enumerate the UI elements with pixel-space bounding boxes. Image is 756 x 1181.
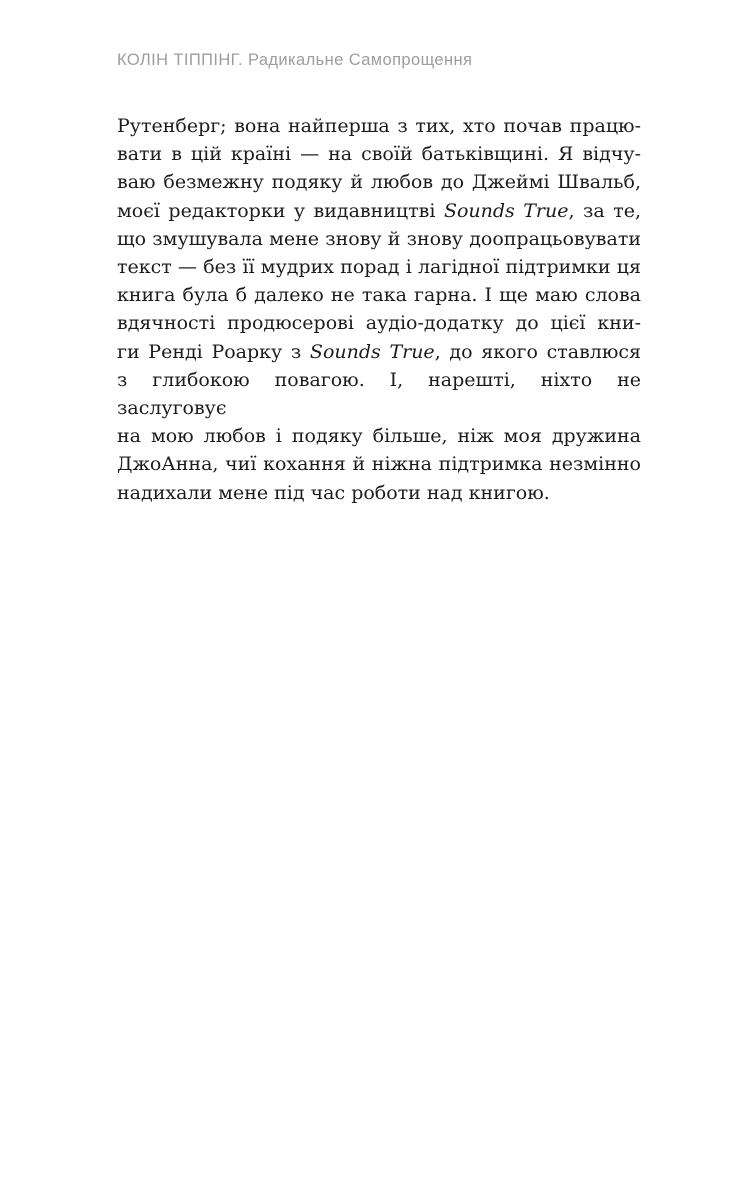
text-line xyxy=(117,197,641,225)
text-segment: книга була б далеко не така гарна. І ще маю слова xyxy=(117,284,641,307)
text-line xyxy=(117,281,641,309)
text-segment: на мою любов і подяку більше, ніж моя дружина xyxy=(117,425,641,448)
text-segment: , до якого ставлюся xyxy=(434,340,642,363)
text-line xyxy=(117,112,641,140)
text-line xyxy=(117,253,641,281)
text-segment: моєї редакторки у видавництві xyxy=(117,199,444,222)
paragraph xyxy=(117,112,641,507)
text-line xyxy=(117,366,641,422)
text-line xyxy=(117,309,641,337)
text-segment: ги Ренді Роарку з xyxy=(117,340,310,363)
text-segment: надихали мене під час роботи над книгою. xyxy=(117,481,550,504)
text-line xyxy=(117,168,641,196)
italic-text-segment: Sounds True xyxy=(443,199,569,222)
text-segment: вати в цій країні — на своїй батьківщині. Я відчу- xyxy=(117,143,641,166)
running-header: КОЛІН ТІППІНГ. Радикальне Самопрощення xyxy=(117,51,473,69)
text-line xyxy=(117,422,641,450)
text-segment: вдячності продюсерові аудіо-додатку до цієї кни- xyxy=(117,312,641,335)
italic-text-segment: Sounds True xyxy=(309,340,435,363)
text-segment: текст — без її мудрих порад і лагідної підтримки ця xyxy=(117,256,641,279)
text-line xyxy=(117,479,641,507)
text-segment: що змушувала мене знову й знову доопрацьовувати xyxy=(117,227,641,250)
text-segment: Рутенберг; вона найперша з тих, хто почав працю- xyxy=(117,115,641,137)
text-segment: , за те, xyxy=(568,199,641,222)
text-segment: з глибокою повагою. І, нарешті, ніхто не заслуговує xyxy=(117,368,641,420)
text-segment: ДжоАнна, чиї кохання й ніжна підтримка незмінно xyxy=(117,453,641,476)
text-line xyxy=(117,338,641,366)
text-segment: ваю безмежну подяку й любов до Джеймі Швальб, xyxy=(117,171,641,194)
text-line xyxy=(117,450,641,478)
text-line xyxy=(117,140,641,168)
text-line xyxy=(117,225,641,253)
